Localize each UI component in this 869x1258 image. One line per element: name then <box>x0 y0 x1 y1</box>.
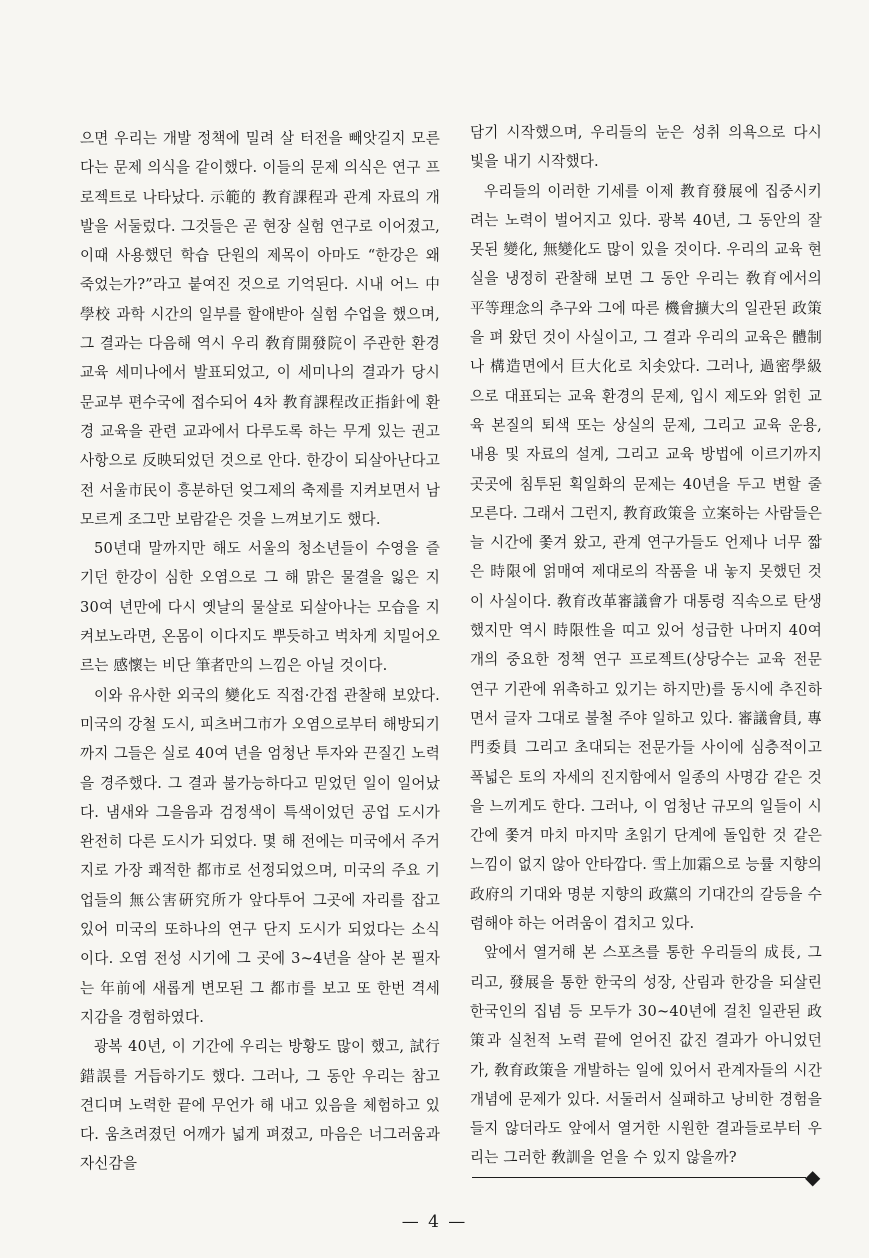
left-column <box>80 124 440 1179</box>
paragraph: 이와 유사한 외국의 變化도 직접·간접 관찰해 보았다. 미국의 강철 도시, 피츠버그市가 오염으로부터 해방되기까지 그들은 실로 40여 년을 엄청난 투자와 끈질긴 노력을 경주했다. 그 결과 불가능하다고 믿었던 일이 일어났다. 냄새와 그을음과 검정색이 특색이었던 공업 도시가 완전히 다른 도시가 되었다. 몇 해 전에는 미국에서 주거지로 가장 쾌적한 都市로 선정되었으며, 미국의 주요 기업들의 無公害硏究所가 앞다투어 그곳에 자리를 잡고 있어 미국의 또하나의 연구 단지 도시가 되었다는 소식이다. 오염 전성 시기에 그 곳에 3~4년을 살아 본 필자는 年前에 새롭게 변모된 그 都市를 보고 또 한번 격세지감을 경험하였다. <box>80 686 440 1026</box>
paragraph: 50년대 말까지만 해도 서울의 청소년들이 수영을 즐기던 한강이 심한 오염으로 그 해 맑은 물결을 잃은 지 30여 년만에 다시 옛날의 물살로 되살아나는 모습을 지켜보노라면, 온몸이 이다지도 뿌듯하고 벅차게 치밀어오르는 感懷는 비단 筆者만의 느낌은 아닐 것이다. <box>80 540 440 675</box>
end-rule <box>472 1177 806 1178</box>
paragraph: 담기 시작했으며, 우리들의 눈은 성취 의욕으로 다시 빛을 내기 시작했다. <box>470 124 822 171</box>
page-number: — 4 — <box>401 1212 468 1232</box>
right-column <box>470 118 822 1173</box>
paragraph: 우리들의 이러한 기세를 이제 教育發展에 집중시키려는 노력이 벌어지고 있다. 광복 40년, 그 동안의 잘못된 變化, 無變化도 많이 있을 것이다. 우리의 교육 현실을 냉정히 관찰해 보면 그 동안 우리는 敎育에서의 平等理念의 추구와 그에 따른 機會擴大의 일관된 政策을 펴 왔던 것이 사실이고, 그 결과 우리의 교육은 體制나 構造면에서 巨大化로 치솟았다. 그러나, 過密學級으로 대표되는 교육 환경의 문제, 입시 제도와 얽힌 교육 본질의 퇴색 또는 상실의 문제, 그리고 교육 운용, 내용 및 자료의 설계, 그리고 교육 방법에 이르기까지 곳곳에 침투된 획일화의 문제는 40년을 두고 변할 줄 모른다. 그래서 그런지, 教育政策을 立案하는 사람들은 늘 시간에 쫓겨 왔고, 관계 연구가들도 언제나 너무 짧은 時限에 얽매여 제대로의 작품을 내 놓지 못했던 것이 사실이다. 敎育改革審議會가 대통령 직속으로 탄생했지만 역시 時限性을 띠고 있어 성급한 나머지 40여 개의 중요한 정책 연구 프로젝트(상당수는 교육 전문 연구 기관에 위촉하고 있기는 하지만)를 동시에 추진하면서 글자 그대로 불철 주야 일하고 있다. 審議會員, 專門委員 그리고 초대되는 전문가들 사이에 심층적이고 폭넓은 토의 자세의 진지함에서 일종의 사명감 같은 것을 느끼게도 한다. 그러나, 이 엄청난 규모의 일들이 시간에 쫓겨 마치 마지막 초읽기 단계에 돌입한 것 같은 느낌이 없지 않아 안타깝다. 雪上加霜으로 능률 지향의 政府의 기대와 명분 지향의 政黨의 기대간의 갈등을 수렴해야 하는 어려움이 겹치고 있다. <box>470 182 822 933</box>
paragraph: 앞에서 열거해 본 스포츠를 통한 우리들의 成長, 그리고, 發展을 통한 한국의 성장, 산림과 한강을 되살린 한국인의 집념 등 모두가 30~40년에 걸친 일관된 政策과 실천적 노력 끝에 얻어진 값진 결과가 아니었던가, 敎育政策을 개발하는 일에 있어서 관계자들의 시간 개념에 문제가 있다. 서둘러서 실패하고 낭비한 경험을 들지 않더라도 앞에서 열거한 시원한 결과들로부터 우리는 그러한 敎訓을 얻을 수 있지 않을까? <box>470 944 822 1167</box>
end-diamond-icon: ◆ <box>805 1165 821 1189</box>
paragraph: 광복 40년, 이 기간에 우리는 방황도 많이 했고, 試行錯誤를 거듭하기도 했다. 그러나, 그 동안 우리는 참고 견디며 노력한 끝에 무언가 해 내고 있음을 체험하고 있다. 움츠려졌던 어깨가 넓게 펴졌고, 마음은 너그러움과 자신감을 <box>80 1038 440 1173</box>
paragraph: 으면 우리는 개발 정책에 밀려 살 터전을 빼앗길지 모른다는 문제 의식을 같이했다. 이들의 문제 의식은 연구 프로젝트로 나타났다. 示範的 教育課程과 관계 자료의 개발을 서둘렀다. 그것들은 곧 현장 실험 연구로 이어졌고, 이때 사용했던 학습 단원의 제목이 아마도 “한강은 왜 죽었는가?”라고 붙여진 것으로 기억된다. 시내 어느 中學校 과학 시간의 일부를 할애받아 실험 수업을 했으며, 그 결과는 다음해 역시 우리 敎育開發院이 주관한 환경 교육 세미나에서 발표되었고, 이 세미나의 결과가 당시 문교부 편수국에 접수되어 4차 教育課程改正指針에 환경 교육을 관련 교과에서 다루도록 하는 무게 있는 권고 사항으로 反映되었던 것으로 안다. 한강이 되살아난다고 전 서울市民이 흥분하던 엊그제의 축제를 지켜보면서 남모르게 조그만 보람같은 것을 느껴보기도 했다. <box>80 130 440 528</box>
